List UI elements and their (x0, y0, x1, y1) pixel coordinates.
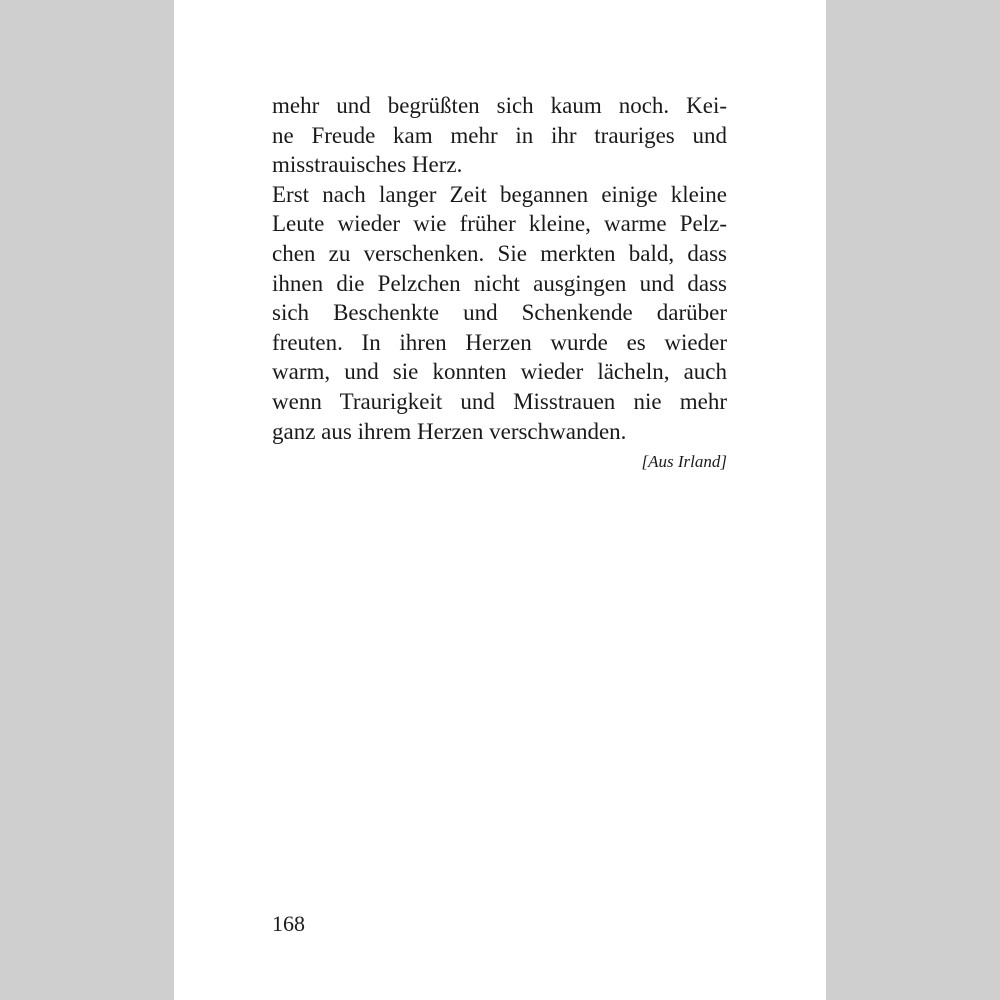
text-line: freuten. In ihren Herzen wurde es wieder (272, 329, 727, 355)
body-text (272, 91, 727, 446)
text-line: Erst nach langer Zeit begannen einige kleine (272, 181, 727, 207)
text-line: sich Beschenkte und Schenkende darüber (272, 300, 727, 326)
text-line: ne Freude kam mehr in ihr trauriges und (272, 122, 727, 148)
text-line: ganz aus ihrem Herzen verschwanden. (272, 418, 627, 444)
page-number: 168 (272, 911, 305, 936)
book-page (174, 0, 826, 1000)
text-line: misstrauisches Herz. (272, 152, 463, 178)
text-line: chen zu verschenken. Sie merkten bald, dass (272, 240, 727, 266)
text-line: wenn Traurigkeit und Misstrauen nie mehr (272, 388, 727, 414)
text-line: ihnen die Pelzchen nicht ausgingen und dass (272, 270, 727, 296)
text-line: warm, und sie konnten wieder lächeln, auch (272, 359, 727, 385)
text-line: Leute wieder wie früher kleine, warme Pelz- (272, 211, 727, 237)
source-attribution: [Aus Irland] (641, 452, 727, 471)
text-line: mehr und begrüßten sich kaum noch. Kei- (272, 93, 727, 118)
